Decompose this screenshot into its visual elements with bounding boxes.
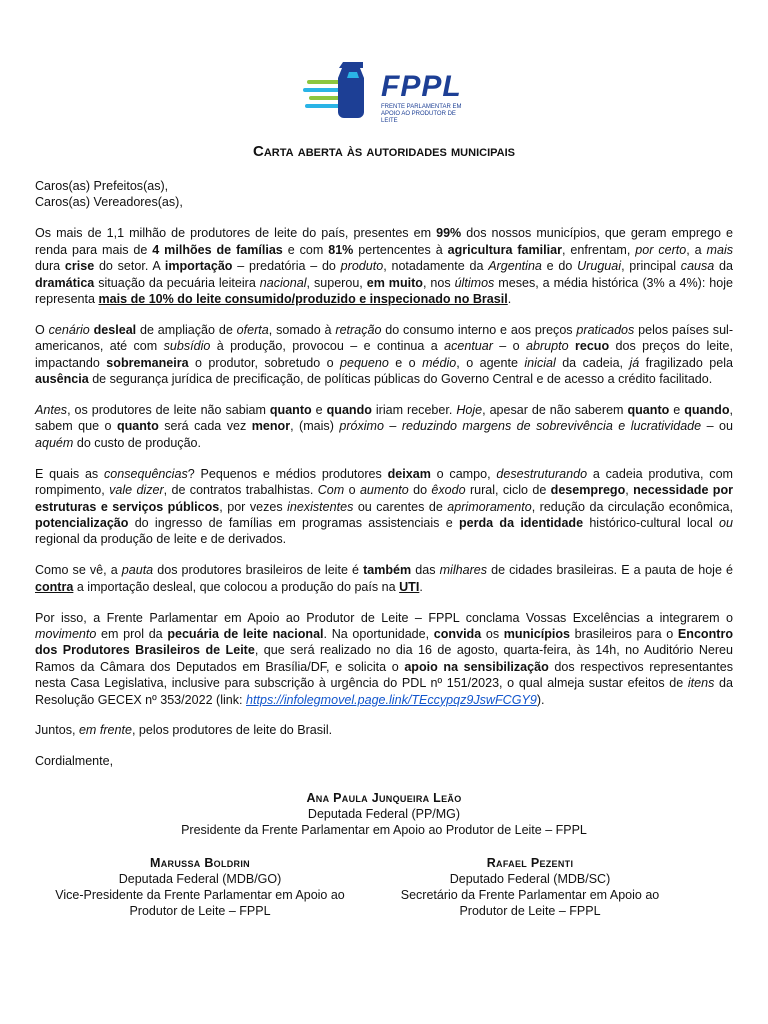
resolution-link[interactable]: https://infolegmovel.page.link/TEccypqz9JswFCGY9 [246, 692, 537, 707]
salutation [35, 178, 733, 211]
paragraph-3: Antes, os produtores de leite não sabiam quanto e quando iriam receber. Hoje, apesar de não saberem quanto e quando, sabem que o quanto será cada vez menor, (mais) próximo – reduzindo margens de sobrevivência e lucratividade – ou aquém do custo de produção. [35, 402, 734, 450]
signature-main [35, 790, 733, 838]
signature-title: Produtor de Leite – FPPL [129, 904, 271, 918]
signature-title: Vice-Presidente da Frente Parlamentar em Apoio ao [55, 888, 345, 902]
paragraph-7: Juntos, em frente, pelos produtores de leite do Brasil. [35, 723, 333, 738]
salutation-line: Caros(as) Vereadores(as), [35, 195, 183, 210]
signature-right [380, 855, 680, 919]
milk-can-logo-icon [303, 58, 379, 122]
signature-name: Marussa Boldrin [150, 856, 250, 870]
letter-title: Carta aberta às autoridades municipais [253, 143, 515, 160]
signature-title: Produtor de Leite – FPPL [459, 904, 601, 918]
signature-role: Deputado Federal (MDB/SC) [449, 872, 611, 886]
salutation-line: Caros(as) Prefeitos(as), [35, 179, 169, 193]
signature-name: Rafael Pezenti [486, 856, 574, 870]
signature-role: Deputada Federal (MDB/GO) [118, 872, 282, 886]
closing: Cordialmente, [35, 754, 114, 769]
logo-wordmark: FPPL [381, 70, 462, 103]
paragraph-2: O cenário desleal de ampliação de oferta, somado à retração do consumo interno e aos preços praticados pelos países sul-americanos, até com subsídio à produção, provocou – e continua a acentuar – o abrupto recuo dos preços do leite, impactando sobremaneira o produtor, sobretudo o pequeno e o médio, o agente inicial da cadeia, já fragilizado pela ausência de segurança jurídica de precificação, de políticas públicas do Governo Central e de acesso a crédito facilitado. [35, 322, 734, 387]
signature-role: Deputada Federal (PP/MG) [307, 807, 461, 821]
letter-body [35, 178, 733, 784]
signature-title: Secretário da Frente Parlamentar em Apoio ao [400, 888, 660, 902]
paragraph-6: Por isso, a Frente Parlamentar em Apoio ao Produtor de Leite – FPPL conclama Vossas Excelências a integrarem o movimento em prol da pecuária de leite nacional. Na oportunidade, convida os municípios brasileiros para o Encontro dos Produtores Brasileiros de Leite, que será realizado no dia 16 de agosto, quarta-feira, às 14h, no Auditório Nereu Ramos da Câmara dos Deputados em Brasília/DF, e solicita o apoio na sensibilização dos respectivos representantes nesta Casa Legislativa, inclusive para subscrição à urgência do PDL nº 151/2023, o qual almeja sustar efeitos de itens da Resolução GECEX nº 353/2022 (link: https://infolegmovel.page.link/TEccypqz9JswFCGY9). [35, 610, 733, 707]
signature-title: Presidente da Frente Parlamentar em Apoio ao Produtor de Leite – FPPL [181, 823, 587, 837]
signature-name: Ana Paula Junqueira Leão [306, 791, 462, 805]
fppl-logo [303, 58, 468, 122]
paragraph-4: E quais as consequências? Pequenos e médios produtores deixam o campo, desestruturando a cadeia produtiva, com rompimento, vale dizer, de contratos trabalhistas. Com o aumento do êxodo rural, ciclo de desemprego, necessidade por estruturas e serviços públicos, por vezes inexistentes ou carentes de aprimoramento, redução da circulação econômica, potencialização do ingresso de famílias em programas assistenciais e perda da identidade histórico-cultural local ou regional da produção de leite e de derivados. [35, 466, 734, 547]
signature-left [35, 855, 365, 919]
logo-subtitle: FRENTE PARLAMENTAR EM APOIO AO PRODUTOR DE LEITE [381, 104, 462, 124]
paragraph-1: Os mais de 1,1 milhão de produtores de leite do país, presentes em 99% dos nossos municípios, que geram emprego e renda para mais de 4 milhões de famílias e com 81% pertencentes à agricultura familiar, enfrentam, por certo, a mais dura crise do setor. A importação – predatória – do produto, notadamente da Argentina e do Uruguai, principal causa da dramática situação da pecuária leiteira nacional, superou, em muito, nos últimos meses, a média histórica (3% a 4%): hoje representa mais de 10% do leite consumido/produzido e inspecionado no Brasil. [35, 226, 734, 306]
paragraph-5: Como se vê, a pauta dos produtores brasileiros de leite é também das milhares de cidades brasileiras. E a pauta de hoje é contra a importação desleal, que colocou a produção do país na UTI. [35, 563, 733, 594]
